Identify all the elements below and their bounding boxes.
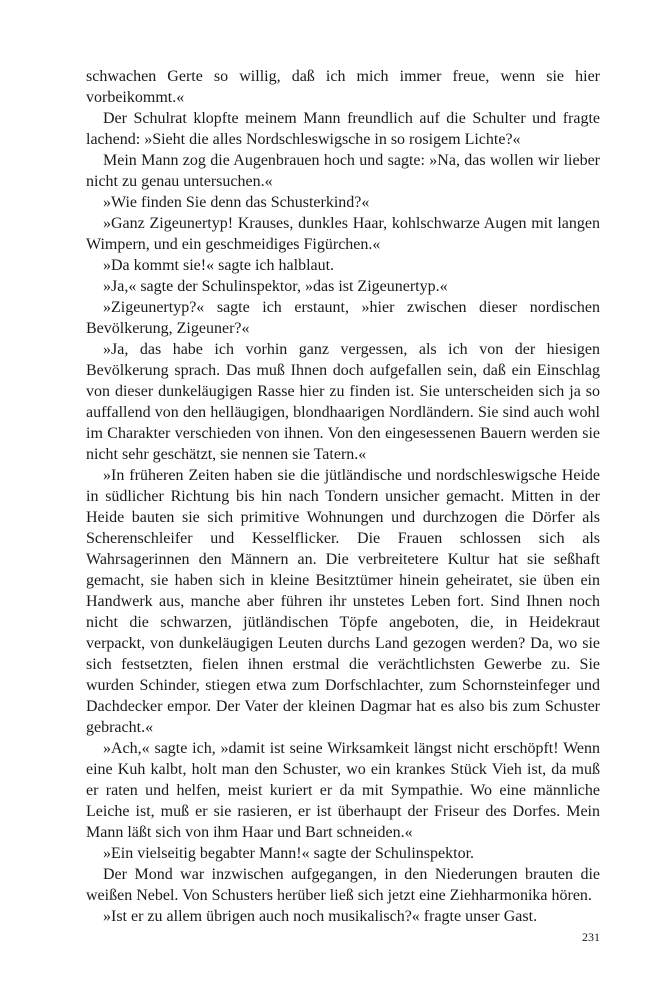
body-text	[86, 66, 600, 927]
paragraph: »Ja,« sagte der Schulinspektor, »das ist Zigeunertyp.«	[103, 278, 448, 295]
page-number: 231	[582, 930, 600, 944]
paragraph: »Zigeunertyp?« sagte ich erstaunt, »hier zwischen dieser nordischen Bevölkerung, Zigeuner?«	[86, 299, 600, 337]
paragraph: »Wie finden Sie denn das Schusterkind?«	[103, 194, 370, 211]
paragraph: »Ja, das habe ich vorhin ganz vergessen, als ich von der hiesigen Bevölkerung sprach. Das muß Ihnen doch aufgefallen sein, daß ein Einschlag von dieser dunkeläugigen Rasse hier zu finden ist. Sie unterscheiden sich ja so auffallend von den helläugigen, blondhaarigen Nordländern. Sie sind auch wohl im Charakter verschieden von ihnen. Von den eingesessenen Bauern werden sie nicht sehr geschätzt, sie nennen sie Tatern.«	[86, 341, 600, 463]
paragraph: »In früheren Zeiten haben sie die jütländische und nordschleswigsche Heide in südlicher Richtung bis hin nach Tondern unsicher gemacht. Mitten in der Heide bauten sie sich primitive Wohnungen und durchzogen die Dörfer als Scherenschleifer und Kesselflicker. Die Frauen schlossen sich als Wahrsagerinnen den Männern an. Die verbreitetere Kultur hat sie seßhaft gemacht, sie haben sich in kleine Besitztümer hinein geheiratet, sie üben ein Handwerk aus, manche aber führen ihr unstetes Leben fort. Sind Ihnen noch nicht die schwarzen, jütländischen Töpfe angeboten, die, in Heidekraut verpackt, von dunkeläugigen Leuten durchs Land gezogen werden? Da, wo sie sich festsetzten, fielen ihnen erstmal die verächtlichsten Gewerbe zu. Sie wurden Schinder, stiegen etwa zum Dorfschlachter, zum Schornsteinfeger und Dachdecker empor. Der Vater der kleinen Dagmar hat es also bis zum Schuster gebracht.«	[86, 467, 600, 736]
paragraph: »Ganz Zigeunertyp! Krauses, dunkles Haar, kohlschwarze Augen mit langen Wimpern, und ein geschmeidiges Figürchen.«	[86, 215, 600, 253]
paragraph: Der Mond war inzwischen aufgegangen, in den Niederungen brauten die weißen Nebel. Von Schusters herüber ließ sich jetzt eine Ziehharmonika hören.	[86, 866, 600, 904]
paragraph: schwachen Gerte so willig, daß ich mich immer freue, wenn sie hier vorbeikommt.«	[86, 68, 600, 106]
paragraph: »Ach,« sagte ich, »damit ist seine Wirksamkeit längst nicht erschöpft! Wenn eine Kuh kalbt, holt man den Schuster, wo ein krankes Stück Vieh ist, da muß er raten und helfen, meist kuriert er da mit Sympathie. Wo eine männliche Leiche ist, muß er sie rasieren, er ist überhaupt der Friseur des Dorfes. Mein Mann läßt sich von ihm Haar und Bart schneiden.«	[86, 740, 600, 841]
paragraph: »Ist er zu allem übrigen auch noch musikalisch?« fragte unser Gast.	[103, 908, 538, 925]
paragraph: Der Schulrat klopfte meinem Mann freundlich auf die Schulter und fragte lachend: »Sieht die alles Nordschleswigsche in so rosigem Lichte?«	[86, 110, 600, 148]
paragraph: »Ein vielseitig begabter Mann!« sagte der Schulinspektor.	[103, 845, 475, 862]
paragraph: »Da kommt sie!« sagte ich halblaut.	[103, 257, 335, 274]
paragraph: Mein Mann zog die Augenbrauen hoch und sagte: »Na, das wollen wir lieber nicht zu genau untersuchen.«	[86, 152, 600, 190]
